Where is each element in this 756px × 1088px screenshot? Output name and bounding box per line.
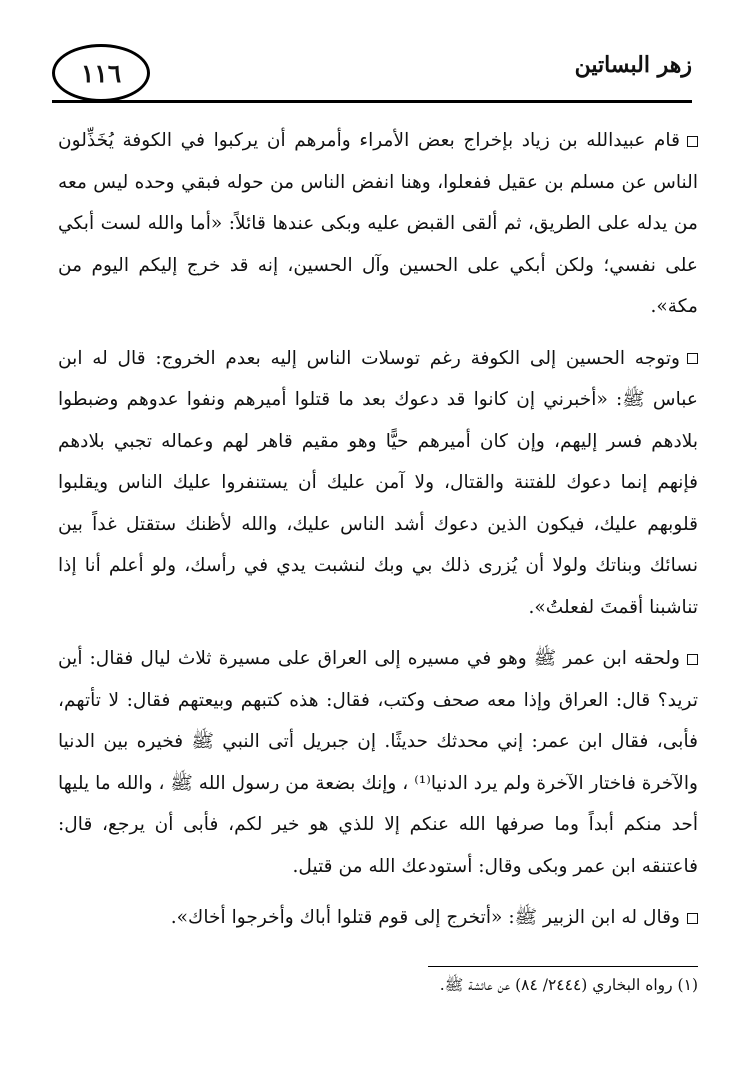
paragraph-text: وتوجه الحسين إلى الكوفة رغم توسلات الناس إليه بعدم الخروج: قال له ابن عباس ﷺ: «أخبرني إن كانوا قد دعوك بعد ما قتلوا أميرهم ونفوا عدوهم وضبطوا بلادهم فسر إليهم، وإن كان أميرهم حيًّا وهو مقيم قاهر لهم وعماله تجبي بلادهم فإنهم إنما دعوك للفتنة والقتال، ولا آمن عليك أن يستنفروا عليك الناس ويقلبوا قلوبهم عليك، فيكون الذين دعوك أشد الناس عليك، والله لأظنك ستقتل غداً بين نسائك وبناتك ولولا أن يُزرى ذلك بي وبك لنشبت يدي في رأسك، ولو أعلم أنا إذا تناشبنا أقمتَ لفعلتُ». <box>58 347 698 618</box>
paragraph <box>58 338 698 629</box>
paragraph-square-icon <box>687 136 698 147</box>
paragraph-square-icon <box>687 654 698 665</box>
paragraph-square-icon <box>687 353 698 364</box>
paragraph <box>58 638 698 887</box>
footnote: (١) رواه البخاري (٢٤٤٤/ ٨٤) عن عائشة ﷺ. <box>439 976 698 994</box>
paragraph <box>58 120 698 328</box>
header-rule <box>52 100 692 103</box>
page-number: ١١٦ <box>80 58 122 88</box>
paragraph <box>58 897 698 939</box>
paragraph-text: وقال له ابن الزبير ﷺ: «أتخرج إلى قوم قتلوا أباك وأخرجوا أخاك». <box>170 907 680 928</box>
paragraph-text: ولحقه ابن عمر ﷺ وهو في مسيره إلى العراق على مسيرة ثلاث ليال فقال: أين تريد؟ قال: العراق وإذا معه صحف وكتب، فقال: هذه كتبهم وبيعتهم فقال: لا تأتهم، فأبى، فقال ابن عمر: إني محدثك حديثًا. إن جبريل أتى النبي ﷺ فخيره بين الدنيا والآخرة فاختار الآخرة ولم يرد الدنيا⁽¹⁾ ، وإنك بضعة من رسول الله ﷺ ، والله ما يليها أحد منكم أبداً وما صرفها الله عنكم إلا للذي هو خير لكم، فأبى أن يرجع، قال: فاعتنقه ابن عمر وبكى وقال: أستودعك الله من قتيل. <box>58 648 698 877</box>
page-header <box>52 44 692 108</box>
main-text <box>58 120 698 949</box>
book-title: زهر البساتين <box>574 52 692 78</box>
page-number-badge <box>52 44 150 102</box>
paragraph-square-icon <box>687 913 698 924</box>
footnote-divider <box>428 966 698 967</box>
paragraph-text: قام عبيدالله بن زياد بإخراج بعض الأمراء وأمرهم أن يركبوا في الكوفة يُخَذِّلون الناس عن مسلم بن عقيل ففعلوا، وهنا انفض الناس من حوله فبقي وحده ليس معه من يدله على الطريق، ثم ألقى القبض عليه وبكى عندها قائلاً: «أما والله لست أبكي على نفسي؛ ولكن أبكي على الحسين وآل الحسين، إنه قد خرج إليكم اليوم من مكة». <box>58 130 698 317</box>
